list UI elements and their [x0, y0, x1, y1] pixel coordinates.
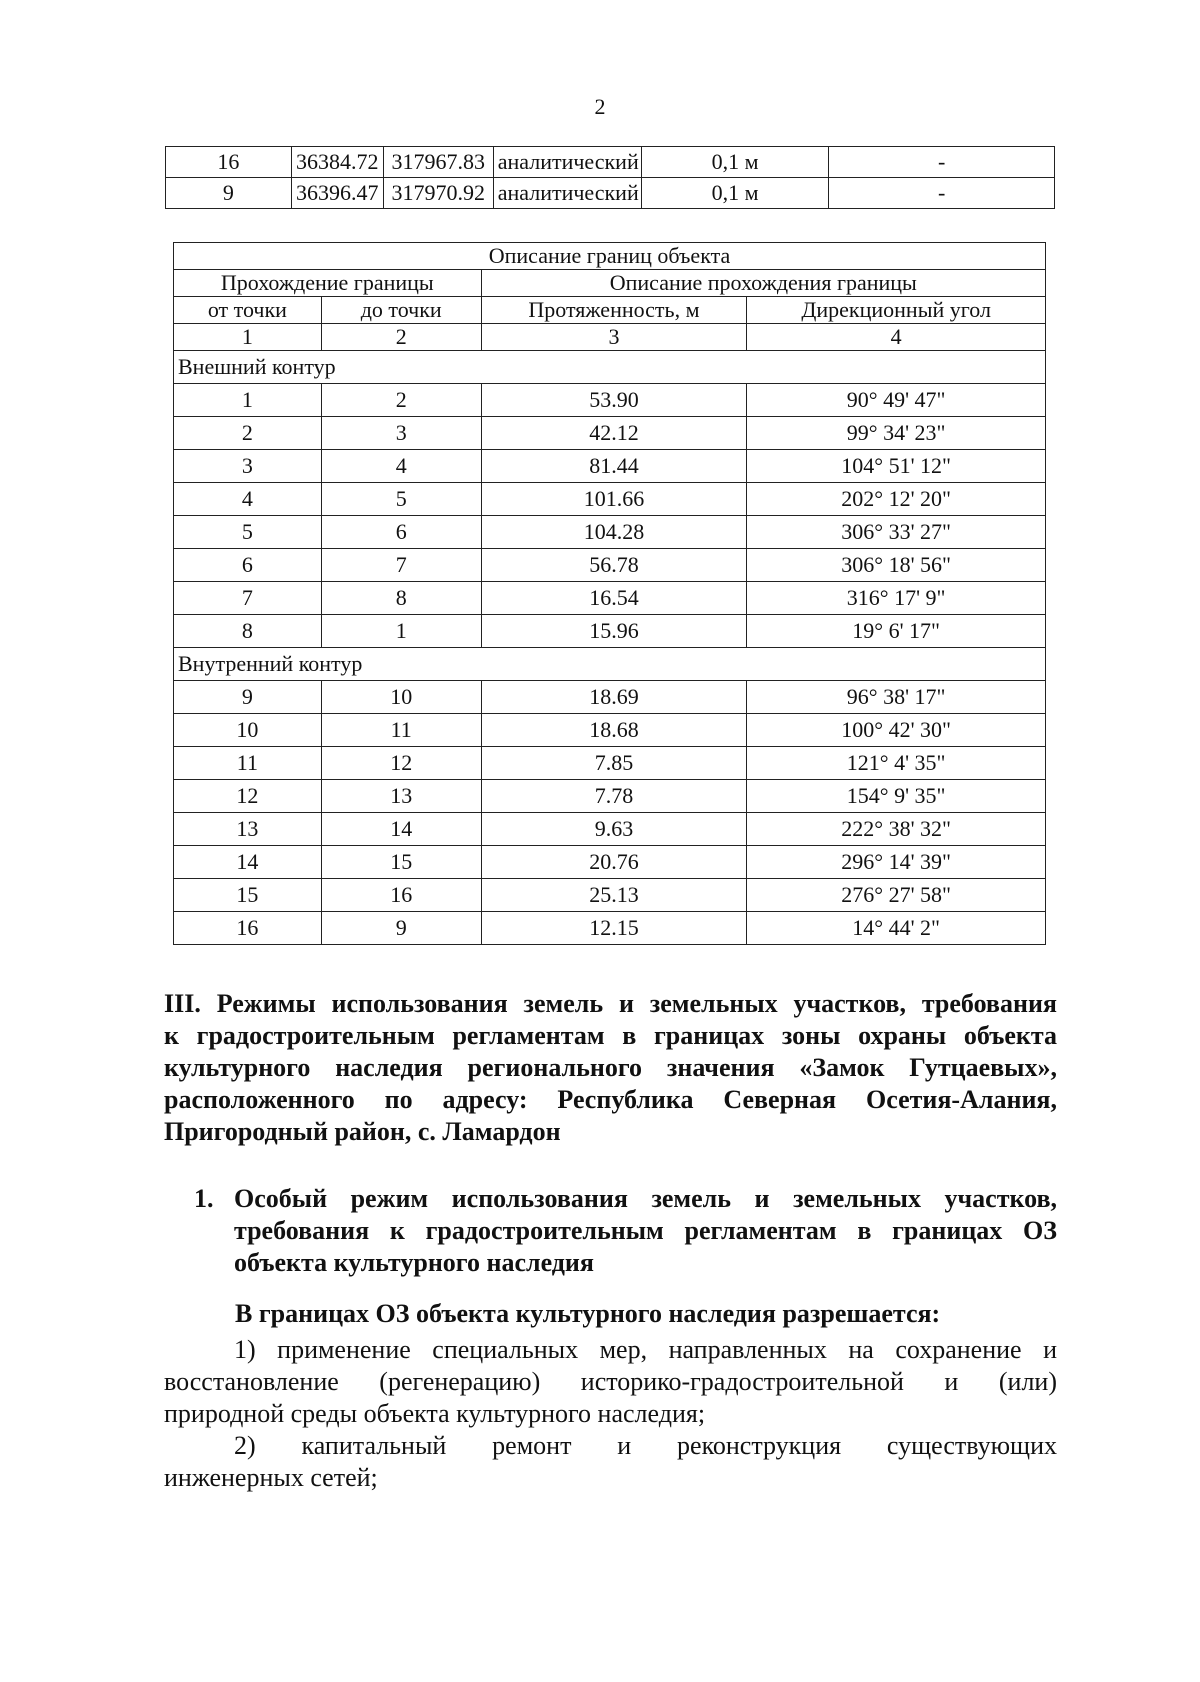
to-point: 7 [321, 549, 481, 582]
direction-angle: 14° 44' 2" [747, 912, 1046, 945]
inner-contour-label: Внутренний контур [174, 648, 1046, 681]
to-point: 3 [321, 417, 481, 450]
length: 9.63 [481, 813, 747, 846]
direction-angle: 100° 42' 30" [747, 714, 1046, 747]
heading-line: III. Режимы использования земель и земельных участков, требования [164, 989, 1057, 1018]
section-row-outer [174, 351, 1046, 384]
table-row [174, 714, 1046, 747]
section-row-inner [174, 648, 1046, 681]
direction-angle: 121° 4' 35" [747, 747, 1046, 780]
table-row [174, 846, 1046, 879]
table-row [174, 615, 1046, 648]
group-header-row [174, 270, 1046, 297]
coord-y: 317970.92 [383, 178, 493, 209]
direction-angle: 96° 38' 17" [747, 681, 1046, 714]
group-header-left: Прохождение границы [174, 270, 482, 297]
length: 81.44 [481, 450, 747, 483]
table-row [174, 516, 1046, 549]
length: 7.85 [481, 747, 747, 780]
to-point: 5 [321, 483, 481, 516]
from-point: 10 [174, 714, 322, 747]
outer-contour-label: Внешний контур [174, 351, 1046, 384]
from-point: 14 [174, 846, 322, 879]
length: 18.68 [481, 714, 747, 747]
from-point: 2 [174, 417, 322, 450]
column-header-length: Протяженность, м [481, 297, 747, 324]
from-point: 13 [174, 813, 322, 846]
table-title-row [174, 243, 1046, 270]
table-row [174, 747, 1046, 780]
direction-angle: 222° 38' 32" [747, 813, 1046, 846]
table-title: Описание границ объекта [174, 243, 1046, 270]
point-number: 9 [166, 178, 292, 209]
point-number: 16 [166, 147, 292, 178]
method: аналитический [493, 178, 641, 209]
table-row [174, 912, 1046, 945]
from-point: 16 [174, 912, 322, 945]
note: - [829, 147, 1055, 178]
direction-angle: 154° 9' 35" [747, 780, 1046, 813]
list-item-2-line: инженерных сетей; [164, 1463, 378, 1492]
direction-angle: 306° 33' 27" [747, 516, 1046, 549]
list-item-1-line: 1) применение специальных мер, направленных на сохранение и [234, 1335, 1057, 1364]
from-point: 4 [174, 483, 322, 516]
heading-line: расположенного по адресу: Республика Северная Осетия-Алания, [164, 1085, 1057, 1114]
table-row [174, 384, 1046, 417]
column-number: 4 [747, 324, 1046, 351]
method: аналитический [493, 147, 641, 178]
to-point: 13 [321, 780, 481, 813]
heading-line: объекта культурного наследия [234, 1248, 594, 1277]
direction-angle: 19° 6' 17" [747, 615, 1046, 648]
from-point: 7 [174, 582, 322, 615]
heading-line: к градостроительным регламентам в границах зоны охраны объекта [164, 1021, 1057, 1050]
coordinates-table [165, 146, 1055, 209]
length: 25.13 [481, 879, 747, 912]
note: - [829, 178, 1055, 209]
direction-angle: 99° 34' 23" [747, 417, 1046, 450]
column-number: 2 [321, 324, 481, 351]
to-point: 9 [321, 912, 481, 945]
length: 12.15 [481, 912, 747, 945]
length: 104.28 [481, 516, 747, 549]
length: 15.96 [481, 615, 747, 648]
accuracy: 0,1 м [641, 178, 829, 209]
column-number-row [174, 324, 1046, 351]
table-row [174, 417, 1046, 450]
from-point: 8 [174, 615, 322, 648]
column-header-to: до точки [321, 297, 481, 324]
table-row [174, 483, 1046, 516]
subsection-number: 1. [194, 1184, 214, 1213]
list-item-1-line: восстановление (регенерацию) историко-градостроительной и (или) [164, 1367, 1057, 1396]
subsection-heading [194, 1183, 1057, 1279]
heading-line: Пригородный район, с. Ламардон [164, 1117, 561, 1146]
from-point: 11 [174, 747, 322, 780]
list-item-2-line: 2) капитальный ремонт и реконструкция существующих [234, 1431, 1057, 1460]
to-point: 2 [321, 384, 481, 417]
heading-line: Особый режим использования земель и земельных участков, [234, 1184, 1057, 1213]
from-point: 3 [174, 450, 322, 483]
from-point: 9 [174, 681, 322, 714]
length: 42.12 [481, 417, 747, 450]
list-item-1-line: природной среды объекта культурного наследия; [164, 1399, 706, 1428]
table-row [174, 549, 1046, 582]
length: 18.69 [481, 681, 747, 714]
coord-x: 36396.47 [291, 178, 383, 209]
direction-angle: 316° 17' 9" [747, 582, 1046, 615]
direction-angle: 306° 18' 56" [747, 549, 1046, 582]
length: 53.90 [481, 384, 747, 417]
table-row [166, 147, 1055, 178]
to-point: 16 [321, 879, 481, 912]
heading-line: культурного наследия регионального значения «Замок Гутцаевых», [164, 1053, 1057, 1082]
column-header-row [174, 297, 1046, 324]
coord-x: 36384.72 [291, 147, 383, 178]
to-point: 10 [321, 681, 481, 714]
to-point: 4 [321, 450, 481, 483]
from-point: 1 [174, 384, 322, 417]
to-point: 14 [321, 813, 481, 846]
length: 16.54 [481, 582, 747, 615]
to-point: 15 [321, 846, 481, 879]
to-point: 8 [321, 582, 481, 615]
section-heading [164, 988, 1057, 1148]
table-row [174, 450, 1046, 483]
from-point: 15 [174, 879, 322, 912]
from-point: 6 [174, 549, 322, 582]
table-row [174, 813, 1046, 846]
from-point: 5 [174, 516, 322, 549]
column-number: 1 [174, 324, 322, 351]
permitted-list [164, 1334, 1057, 1494]
accuracy: 0,1 м [641, 147, 829, 178]
table-row [166, 178, 1055, 209]
to-point: 1 [321, 615, 481, 648]
to-point: 11 [321, 714, 481, 747]
table-row [174, 780, 1046, 813]
from-point: 12 [174, 780, 322, 813]
direction-angle: 276° 27' 58" [747, 879, 1046, 912]
group-header-right: Описание прохождения границы [481, 270, 1045, 297]
direction-angle: 202° 12' 20" [747, 483, 1046, 516]
table-row [174, 582, 1046, 615]
to-point: 12 [321, 747, 481, 780]
permitted-heading: В границах ОЗ объекта культурного наследия разрешается: [235, 1299, 941, 1328]
length: 101.66 [481, 483, 747, 516]
coord-y: 317967.83 [383, 147, 493, 178]
to-point: 6 [321, 516, 481, 549]
direction-angle: 90° 49' 47" [747, 384, 1046, 417]
table-row [174, 879, 1046, 912]
page-number: 2 [594, 94, 606, 119]
length: 20.76 [481, 846, 747, 879]
column-header-angle: Дирекционный угол [747, 297, 1046, 324]
length: 56.78 [481, 549, 747, 582]
direction-angle: 296° 14' 39" [747, 846, 1046, 879]
column-header-from: от точки [174, 297, 322, 324]
table-row [174, 681, 1046, 714]
boundary-description-table [173, 242, 1046, 945]
heading-line: требования к градостроительным регламентам в границах ОЗ [234, 1216, 1057, 1245]
direction-angle: 104° 51' 12" [747, 450, 1046, 483]
length: 7.78 [481, 780, 747, 813]
column-number: 3 [481, 324, 747, 351]
